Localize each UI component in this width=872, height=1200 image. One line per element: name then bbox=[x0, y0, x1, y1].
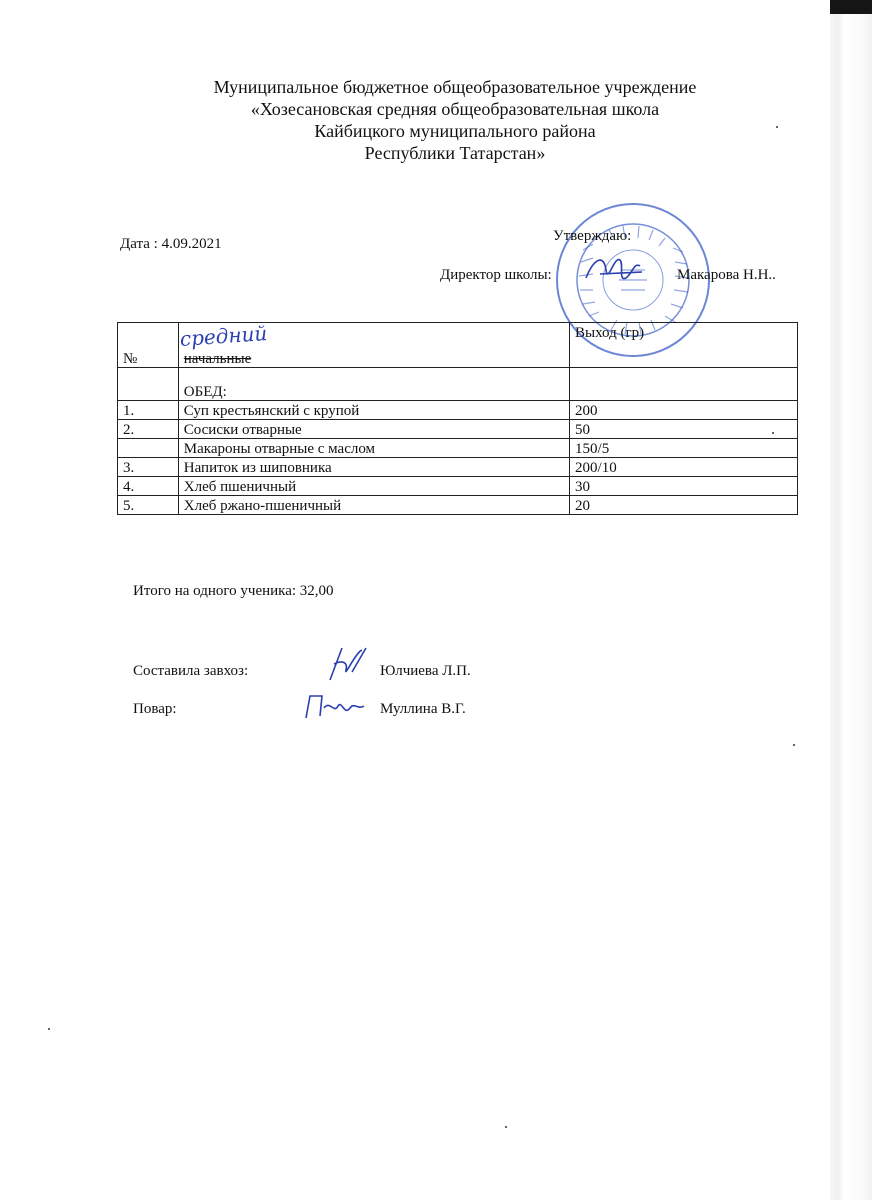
section-row bbox=[118, 368, 798, 401]
row-name: Хлеб ржано-пшеничный bbox=[178, 496, 569, 515]
row-output: 200/10 bbox=[570, 458, 798, 477]
row-num: 2. bbox=[118, 420, 179, 439]
row-num: 4. bbox=[118, 477, 179, 496]
handwritten-correction bbox=[178, 318, 308, 352]
total-per-student: Итого на одного ученика: 32,00 bbox=[133, 583, 334, 599]
compiler-signature bbox=[322, 642, 372, 686]
row-name: Макароны отварные с маслом bbox=[178, 439, 569, 458]
cook-name: Муллина В.Г. bbox=[380, 701, 466, 717]
table-row bbox=[118, 439, 798, 458]
table-row bbox=[118, 401, 798, 420]
scan-speck bbox=[776, 126, 778, 128]
row-name: Напиток из шиповника bbox=[178, 458, 569, 477]
section-num bbox=[118, 368, 179, 401]
row-num: 3. bbox=[118, 458, 179, 477]
row-output: 50 bbox=[570, 420, 798, 439]
row-name: Сосиски отварные bbox=[178, 420, 569, 439]
row-name: Хлеб пшеничный bbox=[178, 477, 569, 496]
row-output: 200 bbox=[570, 401, 798, 420]
approve-label: Утверждаю: bbox=[553, 228, 632, 244]
scan-speck bbox=[772, 432, 774, 434]
scan-speck bbox=[48, 1028, 50, 1030]
director-name: Макарова Н.Н.. bbox=[677, 267, 776, 283]
header-line-1: Муниципальное бюджетное общеобразовательное учреждение bbox=[213, 77, 697, 97]
scan-corner bbox=[830, 0, 872, 14]
table-row bbox=[118, 477, 798, 496]
compiler-name: Юлчиева Л.П. bbox=[380, 663, 471, 679]
row-output: 150/5 bbox=[570, 439, 798, 458]
scan-speck bbox=[505, 1126, 507, 1128]
cook-label: Повар: bbox=[133, 701, 177, 717]
header-output: Выход (гр) bbox=[570, 323, 798, 368]
row-output: 20 bbox=[570, 496, 798, 515]
scan-speck bbox=[793, 744, 795, 746]
institution-header bbox=[100, 76, 810, 164]
cook-signature bbox=[300, 690, 370, 724]
handwritten-correction-text: средний bbox=[179, 320, 269, 352]
header-line-3: Кайбицкого муниципального района bbox=[314, 121, 596, 141]
header-line-2: «Хозесановская средняя общеобразовательная школа bbox=[250, 99, 660, 119]
table-row bbox=[118, 458, 798, 477]
row-name: Суп крестьянский с крупой bbox=[178, 401, 569, 420]
row-num: 1. bbox=[118, 401, 179, 420]
row-output: 30 bbox=[570, 477, 798, 496]
table-row bbox=[118, 496, 798, 515]
document-date: Дата : 4.09.2021 bbox=[120, 236, 222, 252]
director-label: Директор школы: bbox=[440, 267, 552, 283]
section-output bbox=[570, 368, 798, 401]
header-name-text: начальные bbox=[183, 351, 252, 367]
header-num: № bbox=[118, 323, 179, 368]
table-row bbox=[118, 420, 798, 439]
row-num bbox=[118, 439, 179, 458]
compiler-label: Составила завхоз: bbox=[133, 663, 249, 679]
row-num: 5. bbox=[118, 496, 179, 515]
scan-edge bbox=[830, 0, 872, 1200]
header-line-4: Республики Татарстан» bbox=[364, 143, 546, 163]
section-label: ОБЕД: bbox=[178, 368, 569, 401]
director-signature bbox=[580, 248, 650, 292]
